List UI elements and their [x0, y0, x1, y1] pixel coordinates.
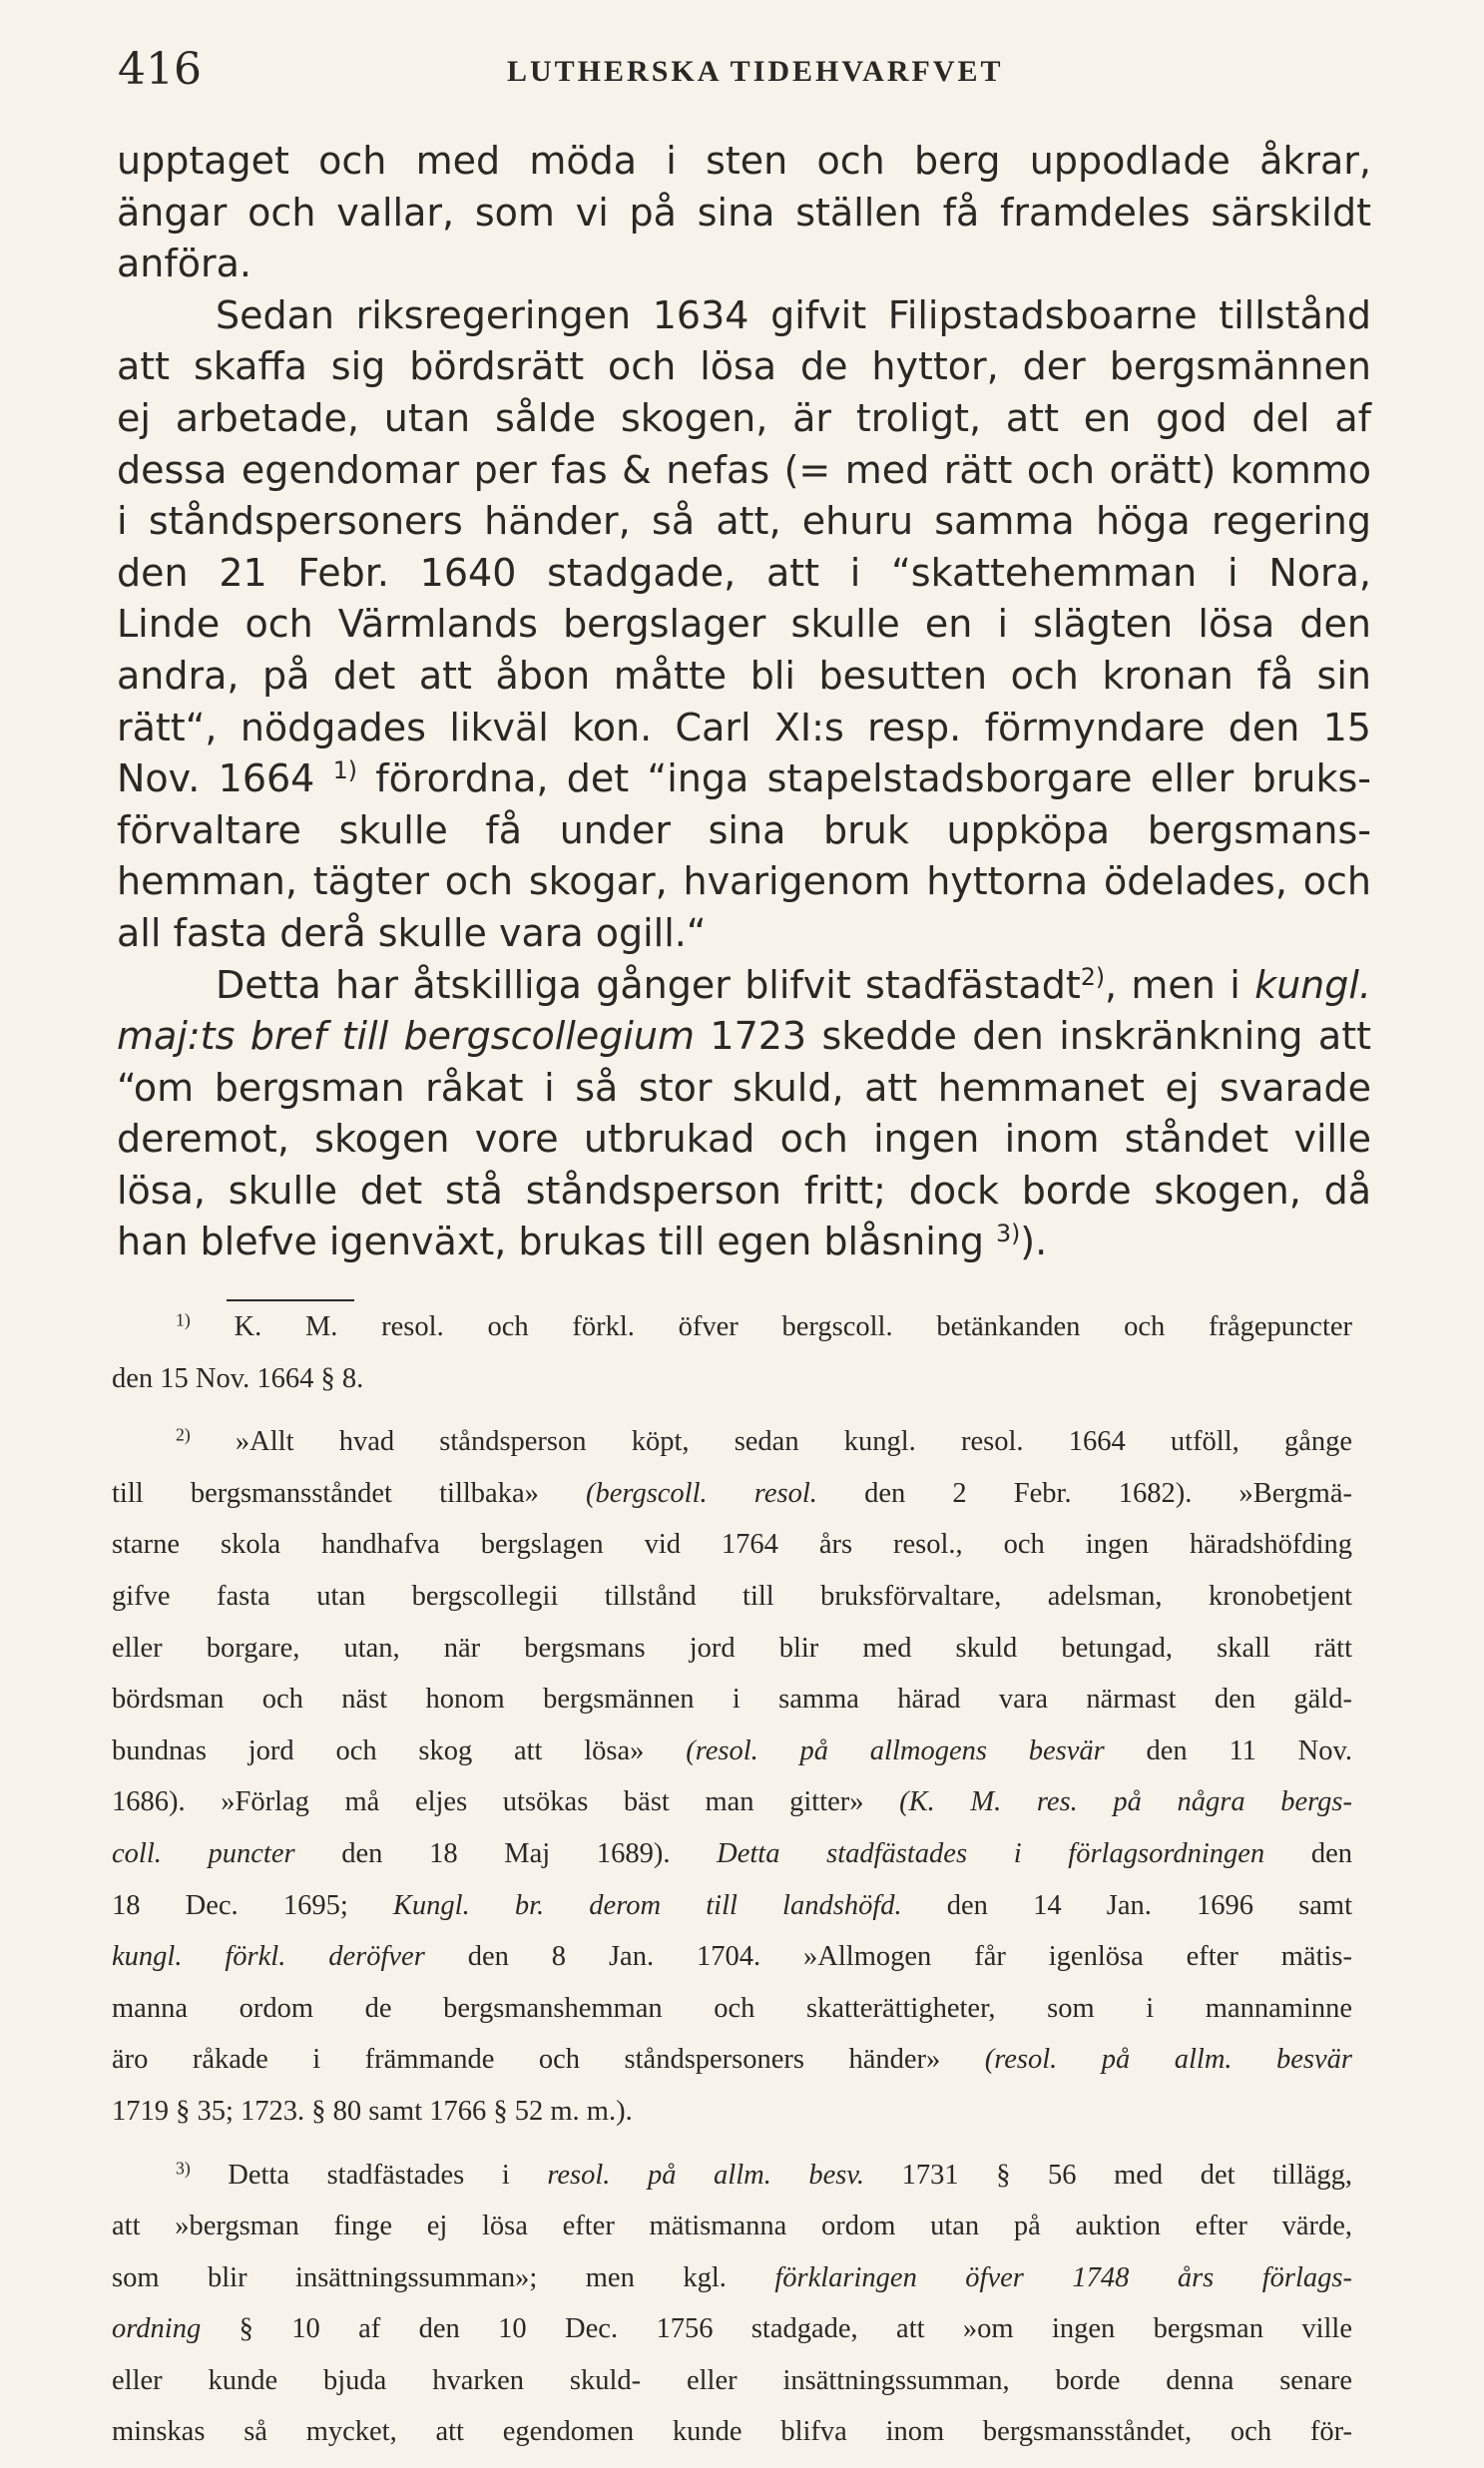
footnote-line [112, 1735, 1352, 1787]
text-line [117, 1011, 1371, 1063]
text-line [117, 960, 1371, 1012]
text-fragment: 1731 § 56 med det tillägg, [901, 2159, 1353, 2191]
text-line: upptaget och med möda i sten och berg uppodlade åkrar, [117, 139, 1371, 183]
text-fragment: som blir insättningssumman»; men kgl. [112, 2261, 727, 2293]
text-line: Linde och Värmlands bergslager skulle en i slägten lösa den [117, 602, 1371, 647]
footnote-marker: 3) [176, 2157, 191, 2178]
footnote-line [112, 1941, 1352, 1993]
text-line: i ståndspersoners händer, så att, ehuru samma höga regering [117, 499, 1371, 544]
text-line: Sedan riksregeringen 1634 gifvit Filipstadsboarne tillstånd [216, 292, 1371, 337]
text-fragment: förordna, det “inga stapelstadsborgare eller bruks- [375, 756, 1371, 801]
text-line: hemman, tägter och skogar, hvarigenom hyttorna ödelades, och [117, 859, 1371, 904]
footnote-marker: 1) [176, 1309, 191, 1330]
italic-fragment: Detta stadfästades i förlagsordningen [717, 1837, 1265, 1869]
text-line [117, 753, 1371, 805]
text-fragment: , men i [1105, 962, 1240, 1007]
italic-fragment: kungl. [1254, 962, 1371, 1007]
text-line: andra, på det att åbon måtte bli besutten och kronan få sin [117, 653, 1371, 698]
italic-fragment: ordning [112, 2313, 202, 2345]
footnote-ref: 1) [332, 756, 357, 785]
page-number: 416 [118, 44, 202, 95]
italic-fragment: Kungl. br. derom till landshöfd. [392, 1889, 902, 1921]
footnote-line: den 15 Nov. 1664 § 8. [112, 1362, 364, 1394]
footnote-marker: 2) [176, 1424, 191, 1445]
footnote-line [112, 1786, 1352, 1838]
text-fragment: Detta har åtskilliga gånger blifvit stadfästadt [216, 962, 1081, 1007]
text-line: all fasta derå skulle vara ogill.“ [117, 910, 707, 955]
text-line: dessa egendomar per fas & nefas (= med rätt och orätt) kommo [117, 447, 1371, 492]
italic-fragment: förklaringen öfver 1748 års förlags- [774, 2261, 1352, 2293]
text-fragment: § 10 af den 10 Dec. 1756 stadgade, att »om ingen bergsman ville [239, 2313, 1352, 2345]
text-line: “om bergsman råkat i så stor skuld, att hemmanet ej svarade [117, 1065, 1371, 1110]
footnote-line: gifve fasta utan bergscollegii tillstånd till bruksförvaltare, adelsman, kronobetjent [112, 1580, 1352, 1612]
footnote-line [112, 1478, 1352, 1530]
text-fragment: 18 Dec. 1695; [112, 1889, 348, 1921]
running-head: LUTHERSKA TIDEHVARFVET [507, 55, 1004, 88]
footnote-line: bördsman och näst honom bergsmännen i samma härad vara närmast den gäld- [112, 1684, 1352, 1716]
text-fragment: bundnas jord och skog att lösa» [112, 1734, 645, 1766]
italic-fragment: (K. M. res. på några bergs- [899, 1786, 1352, 1818]
footnote-line [112, 2157, 1353, 2212]
footnote-line [112, 2262, 1352, 2314]
text-line: förvaltare skulle få under sina bruk uppköpa bergsmans- [117, 807, 1371, 852]
footnote-line: starne skola handhafva bergslagen vid 1764 års resol., och ingen häradshöfding [112, 1529, 1352, 1561]
text-line: lösa, skulle det stå ståndsperson fritt; dock borde skogen, då [117, 1168, 1371, 1213]
text-fragment: Detta stadfästades i [228, 2159, 510, 2191]
italic-fragment: (resol. på allm. besvär [984, 2044, 1353, 2076]
footnote-line [112, 2313, 1352, 2365]
footnote-line: eller borgare, utan, när bergsmans jord blir med skuld betungad, skall rätt [112, 1632, 1352, 1664]
text-fragment: äro råkade i främmande och ståndspersoners händer» [112, 2044, 941, 2076]
text-fragment: ). [1020, 1220, 1048, 1264]
footnote-line [112, 1890, 1352, 1942]
text-line: den 21 Febr. 1640 stadgade, att i “skattehemman i Nora, [117, 550, 1371, 595]
italic-fragment: maj:ts bref till bergscollegium [117, 1014, 696, 1059]
footnote-ref: 3) [996, 1220, 1021, 1248]
text-line: deremot, skogen vore utbrukad och ingen inom ståndet ville [117, 1117, 1371, 1162]
text-fragment: Nov. 1664 [117, 756, 315, 801]
text-fragment: den 18 Maj 1689). [341, 1837, 671, 1869]
footnote-line: manna ordom de bergsmanshemman och skatterättigheter, som i mannaminne [112, 1992, 1352, 2024]
text-line [117, 1217, 1371, 1268]
text-fragment: den 8 Jan. 1704. »Allmogen får igenlösa efter mätis- [467, 1941, 1353, 1973]
italic-fragment: coll. puncter [112, 1837, 295, 1869]
footnote-line: 1719 § 35; 1723. § 80 samt 1766 § 52 m. m.). [112, 2095, 633, 2127]
text-line: rätt“, nödgades likväl kon. Carl XI:s resp. förmyndare den 15 [117, 705, 1371, 749]
text-fragment: han blefve igenväxt, brukas till egen blåsning [117, 1220, 985, 1264]
footnote-line [112, 2044, 1352, 2096]
footnote-line [112, 1838, 1352, 1890]
footnote-line [112, 1311, 1352, 1363]
text-fragment: den 14 Jan. 1696 samt [946, 1889, 1352, 1921]
text-line: ej arbetade, utan sålde skogen, är troligt, att en god del af [117, 395, 1371, 440]
italic-fragment: (resol. på allmogens besvär [686, 1734, 1105, 1766]
text-fragment: den [1310, 1837, 1352, 1869]
text-fragment: till bergsmansståndet tillbaka» [112, 1477, 539, 1509]
text-fragment: 1723 skedde den inskränkning att [710, 1014, 1371, 1059]
italic-fragment: kungl. förkl. deröfver [112, 1941, 425, 1973]
italic-fragment: (bergscoll. resol. [586, 1477, 817, 1509]
footnote-line: att »bergsman finge ej lösa efter mätismanna ordom utan på auktion efter värde, [112, 2211, 1352, 2242]
italic-fragment: resol. på allm. besv. [547, 2159, 865, 2191]
footnote-line [112, 1426, 1352, 1478]
text-line: anföra. [117, 242, 251, 286]
text-fragment: den 2 Febr. 1682). »Bergmä- [864, 1477, 1352, 1509]
text-fragment: 1686). »Förlag må eljes utsökas bäst man gitter» [112, 1786, 864, 1818]
text-fragment: K. M. resol. och förkl. öfver bergscoll. betänkanden och frågepuncter [234, 1311, 1352, 1342]
text-fragment: »Allt hvad ståndsperson köpt, sedan kungl. resol. 1664 utföll, gånge [235, 1426, 1353, 1458]
footnote-separator [227, 1299, 354, 1301]
text-line: att skaffa sig bördsrätt och lösa de hyttor, der bergsmännen [117, 344, 1371, 389]
footnote-line: minskas så mycket, att egendomen kunde blifva inom bergsmansståndet, och för- [112, 2416, 1352, 2448]
text-line: ängar och vallar, som vi på sina ställen få framdeles särskildt [117, 190, 1371, 235]
text-fragment: den 11 Nov. [1146, 1734, 1353, 1766]
main-text [117, 136, 1371, 1268]
footnote-line: eller kunde bjuda hvarken skuld- eller insättningssumman, borde denna senare [112, 2364, 1352, 2396]
footnotes [112, 1311, 1352, 2468]
page-header [118, 40, 1375, 100]
footnote-ref: 2) [1080, 962, 1106, 991]
